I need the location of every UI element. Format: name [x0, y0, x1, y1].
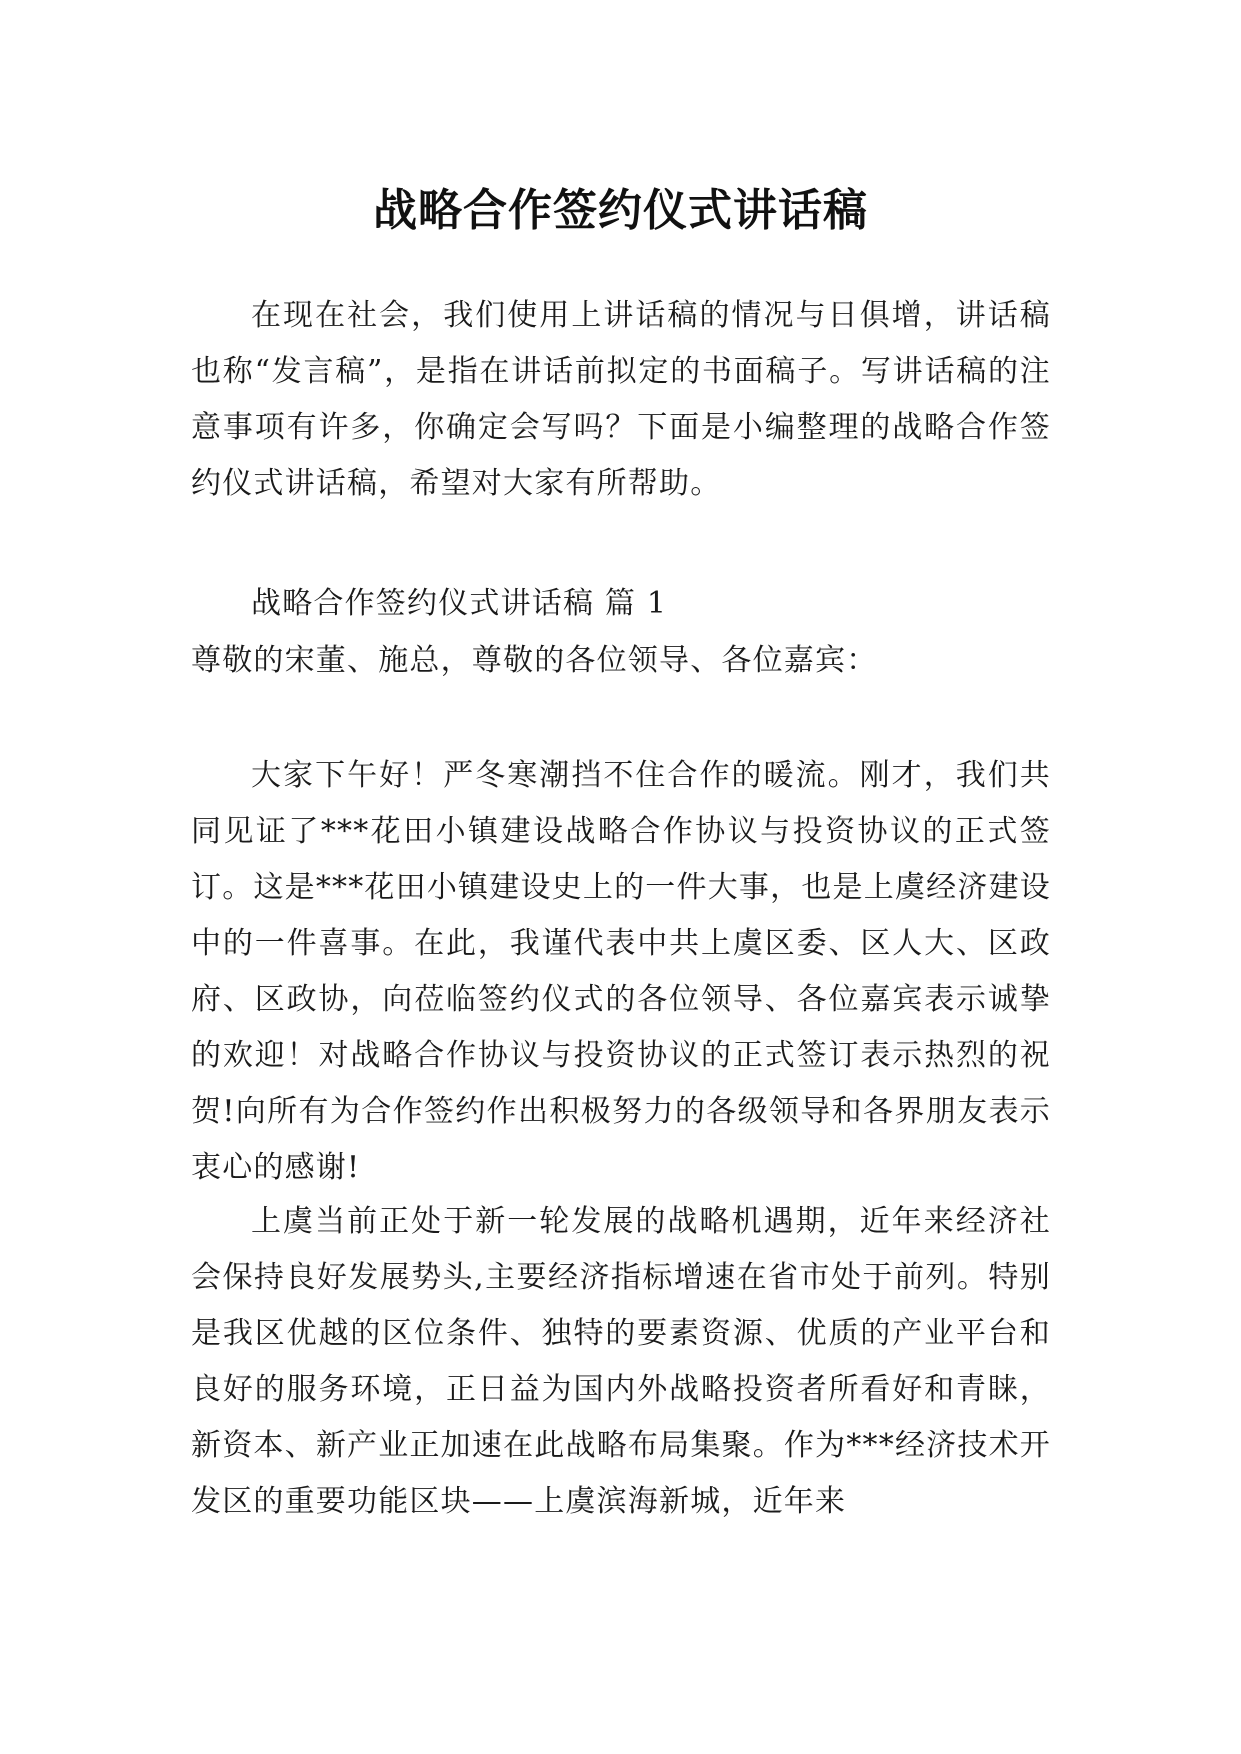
document-title: 战略合作签约仪式讲话稿	[373, 185, 868, 237]
section-heading: 战略合作签约仪式讲话稿 篇 1	[251, 586, 668, 621]
body-paragraph: 上虞当前正处于新一轮发展的战略机遇期，近年来经济社会保持良好发展势头,主要经济指标增速在省市处于前列。特别是我区优越的区位条件、独特的要素资源、优质的产业平台和良好的服务环境，正日益为国内外战略投资者所看好和青睐，新资本、新产业正加速在此战略布局集聚。作为***经济技术开发区的重要功能区块——上虞滨海新城，近年来	[191, 1204, 1051, 1519]
body-paragraph: 大家下午好！严冬寒潮挡不住合作的暖流。刚才，我们共同见证了***花田小镇建设战略合作协议与投资协议的正式签订。这是***花田小镇建设史上的一件大事，也是上虞经济建设中的一件喜事。在此，我谨代表中共上虞区委、区人大、区政府、区政协，向莅临签约仪式的各位领导、各位嘉宾表示诚挚的欢迎！对战略合作协议与投资协议的正式签订表示热烈的祝贺!向所有为合作签约作出积极努力的各级领导和各界朋友表示衷心的感谢!	[191, 758, 1051, 1185]
salutation: 尊敬的宋董、施总，尊敬的各位领导、各位嘉宾：	[191, 643, 878, 678]
intro-paragraph: 在现在社会，我们使用上讲话稿的情况与日俱增，讲话稿也称“发言稿”，是指在讲话前拟定的书面稿子。写讲话稿的注意事项有许多，你确定会写吗？下面是小编整理的战略合作签约仪式讲话稿，希望对大家有所帮助。	[191, 298, 1051, 501]
